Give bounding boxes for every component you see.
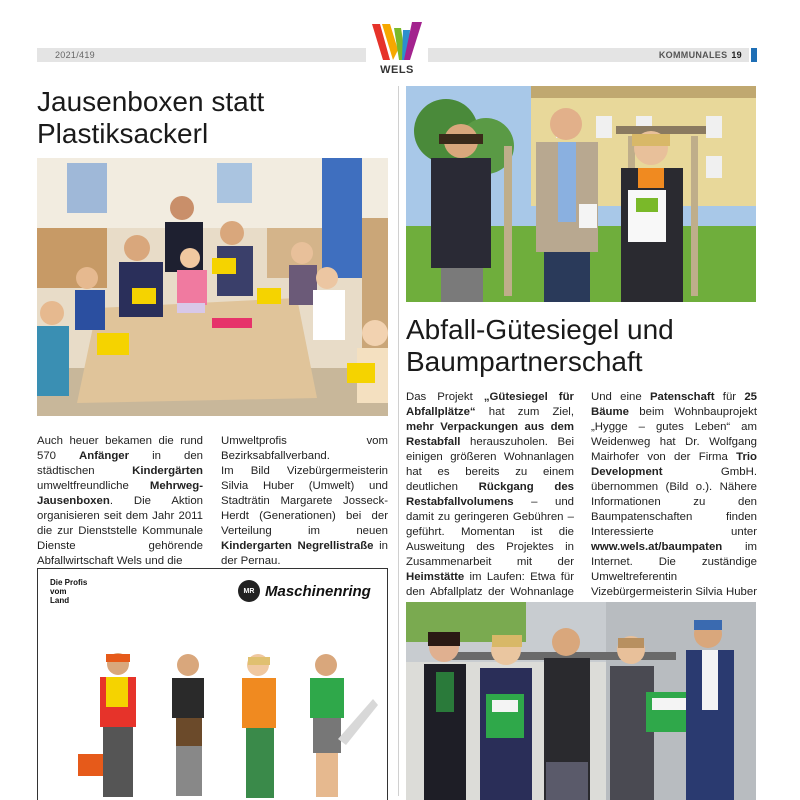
ad-people-illustration: [58, 649, 378, 800]
text-segment: im Laufen: Etwa für den Abfallplatz der Wohnanlage: [406, 571, 574, 598]
text-segment: herauszuholen. Bei einigen größeren Wohnanlagen hat es bereits zu einem deutlichen: [406, 436, 574, 493]
text-segment: Kindergärten: [132, 465, 203, 477]
header-accent-bar: [751, 48, 757, 62]
logo-text: WELS: [380, 64, 414, 76]
left-article-col2: [221, 434, 388, 569]
text-segment: Kindergarten Negrellistraße: [221, 540, 374, 552]
text-segment: umweltfreundliche: [37, 480, 150, 492]
left-article-col1: [37, 434, 203, 569]
ad-slogan: [50, 578, 110, 605]
text-segment: GmbH. übernommen (Bild o.). Nähere Informationen zu den Baumpatenschaften finden Interessierte unter: [591, 466, 757, 538]
text-segment: – und damit zu geringeren Gebühren – geführt. Momentan ist die Ausweitung des Projektes in Zusammenarbeit mit der: [406, 496, 574, 568]
wels-w-icon: [370, 20, 424, 64]
ad-slogan-line1: Die Profis: [50, 578, 88, 587]
photo-guetesiegel: [406, 602, 756, 800]
text-segment: in der Pernau.: [221, 540, 388, 567]
wels-logo: [366, 18, 428, 78]
maschinenring-ad: [37, 568, 388, 800]
text-segment: . Die Aktion organisieren seit dem Jahr 2011 die zur Dienststelle Kommunale Dienste gehörende Abfallwirtschaft Wels und die: [37, 495, 203, 567]
text-segment: mehr Verpackungen aus dem Restabfall: [406, 421, 574, 448]
text-segment: Das Projekt: [406, 391, 484, 403]
left-headline: Jausenboxen statt Plastiksackerl: [37, 86, 265, 149]
text-segment: 25 Bäume: [591, 391, 758, 418]
section-label: KOMMUNALES: [658, 50, 728, 60]
ad-brand: [238, 579, 371, 603]
text-segment: Patenschaft: [649, 391, 715, 403]
text-segment: Anfänger: [79, 450, 130, 462]
column-divider: [398, 86, 399, 796]
text-segment: Rückgang des Restabfallvolumens: [406, 481, 574, 508]
text-segment: Umweltprofis vom Bezirksabfallverband.: [221, 435, 388, 462]
page-number: 19: [731, 50, 742, 60]
ad-brand-name: Maschinenring: [265, 582, 371, 600]
text-segment: in den städtischen: [37, 450, 203, 477]
issue-number: 2021/419: [55, 50, 95, 60]
photo-baumpatenschaft: [406, 86, 756, 302]
text-segment: Im Bild Vizebürgermeisterin Silvia Huber (Umwelt) und Stadträtin Margarete Josseck-Herdt (Generationen) bei der Verteilung im neuen: [221, 465, 388, 537]
ad-slogan-line3: Land: [50, 596, 70, 605]
maschinenring-logo-icon: MR: [238, 580, 260, 602]
text-segment: Trio Development: [591, 451, 757, 478]
right-article-col2: [591, 390, 757, 615]
text-segment: Heimstätte: [406, 571, 465, 583]
text-segment: Und eine: [591, 391, 650, 403]
text-segment: „Gütesiegel für Abfallplätze“: [406, 391, 574, 418]
photo-kindergarten: [37, 158, 388, 416]
ad-slogan-line2: vom: [50, 587, 67, 596]
text-segment: Mehrweg-Jausenboxen: [37, 480, 203, 507]
text-segment: hat zum Ziel,: [475, 406, 574, 418]
text-segment: www.wels.at/baumpaten: [591, 541, 723, 553]
right-headline: Abfall-Gütesiegel und Baumpartnerschaft: [406, 314, 674, 377]
section-header: [659, 49, 742, 61]
text-segment: für: [714, 391, 745, 403]
text-segment: Auch heuer bekamen die rund 570: [37, 435, 203, 462]
text-segment: im Internet. Die zuständige Umweltreferentin Vizebürgermeisterin Silvia Huber: [591, 541, 757, 598]
text-segment: beim Wohnbauprojekt „Hygge – gutes Leben“ am Weidenweg hat Dr. Wolfgang Mairhofer von der Firma: [591, 406, 757, 463]
right-article-col1: [406, 390, 574, 615]
